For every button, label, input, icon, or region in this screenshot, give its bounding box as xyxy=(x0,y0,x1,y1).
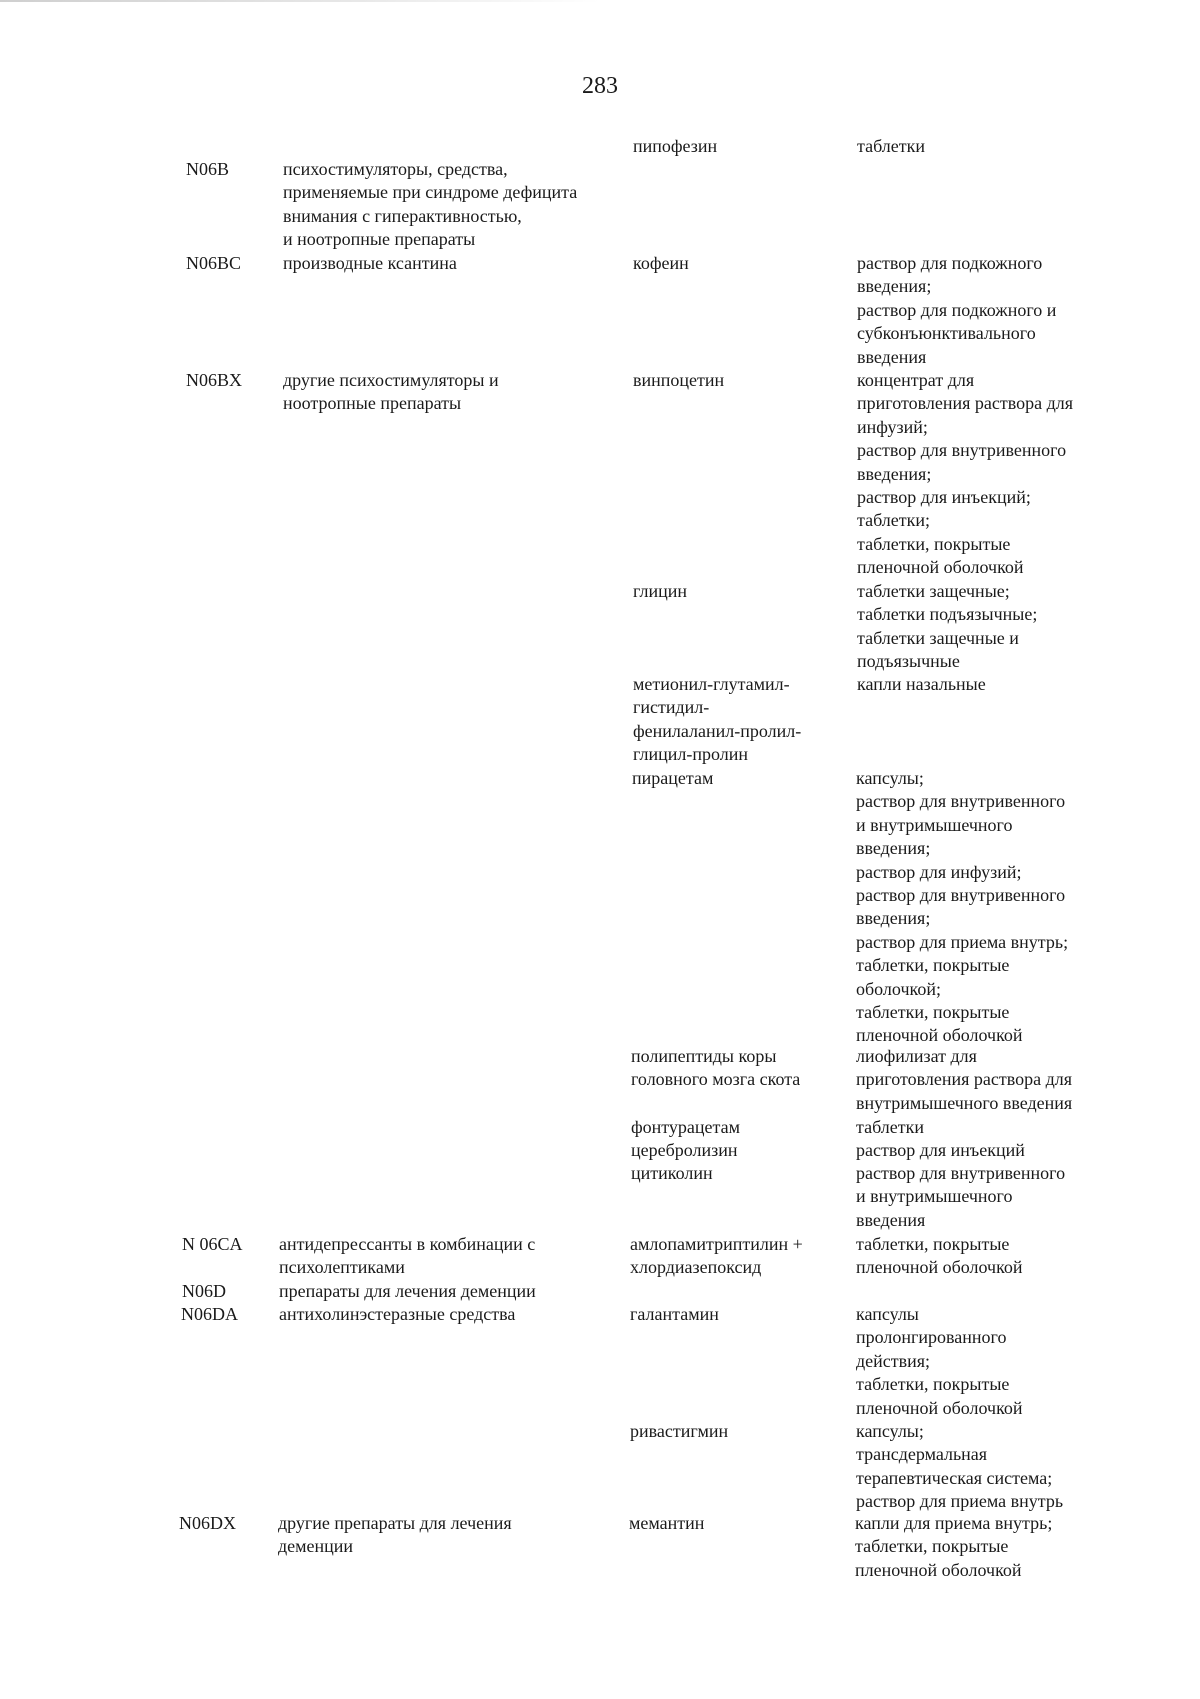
drug-name: метионил-глутамил- гистидил- фенилаланил-пролил- глицил-пролин xyxy=(633,674,802,765)
atc-code: N06DA xyxy=(181,1304,238,1324)
atc-code: N 06CA xyxy=(182,1234,243,1254)
atc-group-name: производные ксантина xyxy=(283,253,457,273)
dosage-form: лиофилизат для приготовления раствора для внутримышечного введения xyxy=(856,1046,1073,1113)
drug-name: полипептиды коры головного мозга скота xyxy=(631,1046,801,1090)
dosage-form: капсулы пролонгированного действия; таблетки, покрытые пленочной оболочкой xyxy=(856,1304,1023,1418)
dosage-form: таблетки защечные; таблетки подъязычные; таблетки защечные и подъязычные xyxy=(857,581,1038,672)
drug-name: пирацетам xyxy=(632,768,714,788)
atc-group-name: антидепрессанты в комбинации с психолептиками xyxy=(279,1234,536,1278)
drug-name: церебролизин xyxy=(631,1140,738,1160)
drug-name: мемантин xyxy=(629,1513,705,1533)
dosage-form: капсулы; раствор для внутривенного и внутримышечного введения; раствор для инфузий; раствор для внутривенного введения; раствор для приема внутрь; таблетки, покрытые оболочкой; таблетки, покрытые пленочной оболочкой xyxy=(856,768,1069,1046)
drug-name: пипофезин xyxy=(633,136,718,156)
drug-name: цитиколин xyxy=(631,1163,713,1183)
dosage-form: раствор для внутривенного и внутримышечного введения xyxy=(856,1163,1066,1230)
atc-code: N06DX xyxy=(179,1513,236,1533)
drug-name: галантамин xyxy=(630,1304,719,1324)
atc-group-name: антихолинэстеразные средства xyxy=(279,1304,516,1324)
dosage-form: раствор для подкожного введения; раствор для подкожного и субконъюнктивального введения xyxy=(857,253,1057,367)
atc-code: N06D xyxy=(182,1281,226,1301)
atc-code: N06BX xyxy=(186,370,243,390)
atc-group-name: другие препараты для лечения деменции xyxy=(278,1513,512,1557)
atc-group-name: препараты для лечения деменции xyxy=(279,1281,536,1301)
drug-name: фонтурацетам xyxy=(631,1117,741,1137)
drug-name: ривастигмин xyxy=(630,1421,729,1441)
drug-name: винпоцетин xyxy=(633,370,725,390)
dosage-form: капли для приема внутрь; таблетки, покрытые пленочной оболочкой xyxy=(855,1513,1053,1580)
page-number: 283 xyxy=(582,73,618,99)
dosage-form: таблетки xyxy=(856,1117,925,1137)
dosage-form: таблетки, покрытые пленочной оболочкой xyxy=(856,1234,1023,1278)
drug-name: кофеин xyxy=(633,253,689,273)
atc-group-name: психостимуляторы, средства, применяемые при синдроме дефицита внимания с гиперактивностью, и ноотропные препараты xyxy=(283,159,578,250)
atc-code: N06BC xyxy=(186,253,242,273)
dosage-form: раствор для инъекций xyxy=(856,1140,1025,1160)
dosage-form: капсулы; трансдермальная терапевтическая система; раствор для приема внутрь xyxy=(856,1421,1064,1512)
atc-group-name: другие психостимуляторы и ноотропные препараты xyxy=(283,370,499,414)
scan-edge-line xyxy=(0,0,600,2)
dosage-form: таблетки xyxy=(857,136,926,156)
dosage-form: капли назальные xyxy=(857,674,986,694)
drug-name: амлопамитриптилин + хлордиазепоксид xyxy=(630,1234,803,1278)
dosage-form: концентрат для приготовления раствора для инфузий; раствор для внутривенного введения; раствор для инъекций; таблетки; таблетки, покрытые пленочной оболочкой xyxy=(857,370,1073,578)
drug-name: глицин xyxy=(633,581,687,601)
atc-code: N06B xyxy=(186,159,230,179)
